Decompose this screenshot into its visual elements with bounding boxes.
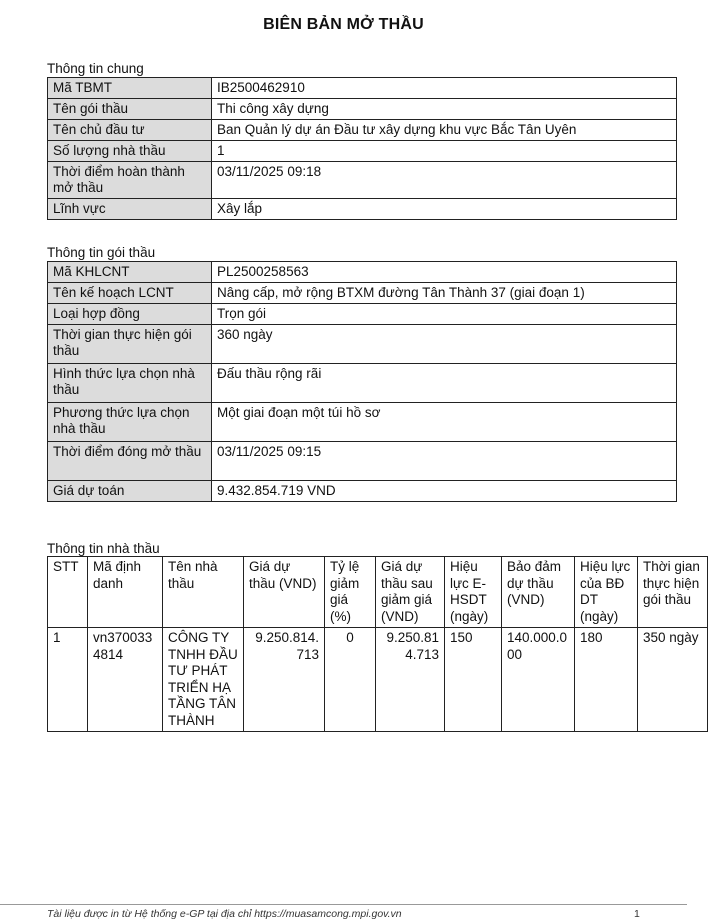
cell-duration: 350 ngày xyxy=(638,628,708,732)
cell-name: CÔNG TY TNHH ĐẦU TƯ PHÁT TRIỂN HẠ TẦNG TÂN THÀNH xyxy=(163,628,244,732)
table-row xyxy=(48,99,677,120)
table-row xyxy=(48,141,677,162)
row-value: Ban Quản lý dự án Đầu tư xây dựng khu vực Bắc Tân Uyên xyxy=(212,120,677,141)
column-header-code: Mã định danh xyxy=(88,557,163,628)
column-header-validity: Hiệu lực E-HSDT (ngày) xyxy=(445,557,502,628)
table-row xyxy=(48,442,677,481)
row-label: Tên gói thầu xyxy=(48,99,212,120)
row-label: Lĩnh vực xyxy=(48,199,212,220)
cell-price-after: 9.250.814.713 xyxy=(376,628,445,732)
row-value: 03/11/2025 09:15 xyxy=(212,442,677,481)
column-header-name: Tên nhà thầu xyxy=(163,557,244,628)
column-header-guarantee: Bảo đảm dự thầu (VND) xyxy=(502,557,575,628)
package-section-title: Thông tin gói thầu xyxy=(47,245,156,260)
column-header-guarantee-validity: Hiệu lực của BĐ DT (ngày) xyxy=(575,557,638,628)
row-value: IB2500462910 xyxy=(212,78,677,99)
cell-validity: 150 xyxy=(445,628,502,732)
table-row xyxy=(48,481,677,502)
row-value: Xây lắp xyxy=(212,199,677,220)
table-row xyxy=(48,403,677,442)
row-value: 03/11/2025 09:18 xyxy=(212,162,677,199)
row-label: Thời điểm đóng mở thầu xyxy=(48,442,212,481)
row-value: PL2500258563 xyxy=(212,262,677,283)
row-label: Phương thức lựa chọn nhà thầu xyxy=(48,403,212,442)
cell-guarantee-validity: 180 xyxy=(575,628,638,732)
package-info-table xyxy=(47,261,677,502)
row-value: Một giai đoạn một túi hồ sơ xyxy=(212,403,677,442)
row-label: Mã KHLCNT xyxy=(48,262,212,283)
column-header-discount: Tỷ lệ giảm giá (%) xyxy=(325,557,376,628)
table-row xyxy=(48,262,677,283)
row-label: Số lượng nhà thầu xyxy=(48,141,212,162)
cell-stt: 1 xyxy=(48,628,88,732)
table-row xyxy=(48,120,677,141)
row-value: 9.432.854.719 VND xyxy=(212,481,677,502)
table-row xyxy=(48,199,677,220)
row-value: 1 xyxy=(212,141,677,162)
cell-code: vn3700334814 xyxy=(88,628,163,732)
column-header-stt: STT xyxy=(48,557,88,628)
cell-guarantee: 140.000.000 xyxy=(502,628,575,732)
table-row xyxy=(48,283,677,304)
row-label: Thời gian thực hiện gói thầu xyxy=(48,325,212,364)
row-label: Tên kế hoạch LCNT xyxy=(48,283,212,304)
row-value: Đấu thầu rộng rãi xyxy=(212,364,677,403)
general-info-table xyxy=(47,77,677,220)
row-value: Trọn gói xyxy=(212,304,677,325)
row-value: Thi công xây dựng xyxy=(212,99,677,120)
bidders-table xyxy=(47,556,708,732)
column-header-bid-price: Giá dự thầu (VND) xyxy=(244,557,325,628)
column-header-duration: Thời gian thực hiện gói thầu xyxy=(638,557,708,628)
footer-note: Tài liệu được in từ Hệ thống e-GP tại địa chỉ https://muasamcong.mpi.gov.vn xyxy=(47,908,402,920)
table-header-row xyxy=(48,557,708,628)
table-row xyxy=(48,78,677,99)
general-section-title: Thông tin chung xyxy=(47,61,144,76)
table-row xyxy=(48,364,677,403)
row-label: Thời điểm hoàn thành mở thầu xyxy=(48,162,212,199)
row-label: Hình thức lựa chọn nhà thầu xyxy=(48,364,212,403)
cell-bid-price: 9.250.814.713 xyxy=(244,628,325,732)
column-header-price-after: Giá dự thầu sau giảm giá (VND) xyxy=(376,557,445,628)
bidders-section-title: Thông tin nhà thầu xyxy=(47,541,160,556)
footer-divider xyxy=(0,904,687,905)
row-label: Tên chủ đầu tư xyxy=(48,120,212,141)
row-value: 360 ngày xyxy=(212,325,677,364)
row-label: Giá dự toán xyxy=(48,481,212,502)
row-label: Loại hợp đồng xyxy=(48,304,212,325)
table-row xyxy=(48,628,708,732)
row-value: Nâng cấp, mở rộng BTXM đường Tân Thành 37 (giai đoạn 1) xyxy=(212,283,677,304)
table-row xyxy=(48,325,677,364)
document-title: BIÊN BẢN MỞ THẦU xyxy=(263,16,424,33)
table-row xyxy=(48,304,677,325)
page-number: 1 xyxy=(634,908,640,920)
row-label: Mã TBMT xyxy=(48,78,212,99)
cell-discount: 0 xyxy=(325,628,376,732)
table-row xyxy=(48,162,677,199)
